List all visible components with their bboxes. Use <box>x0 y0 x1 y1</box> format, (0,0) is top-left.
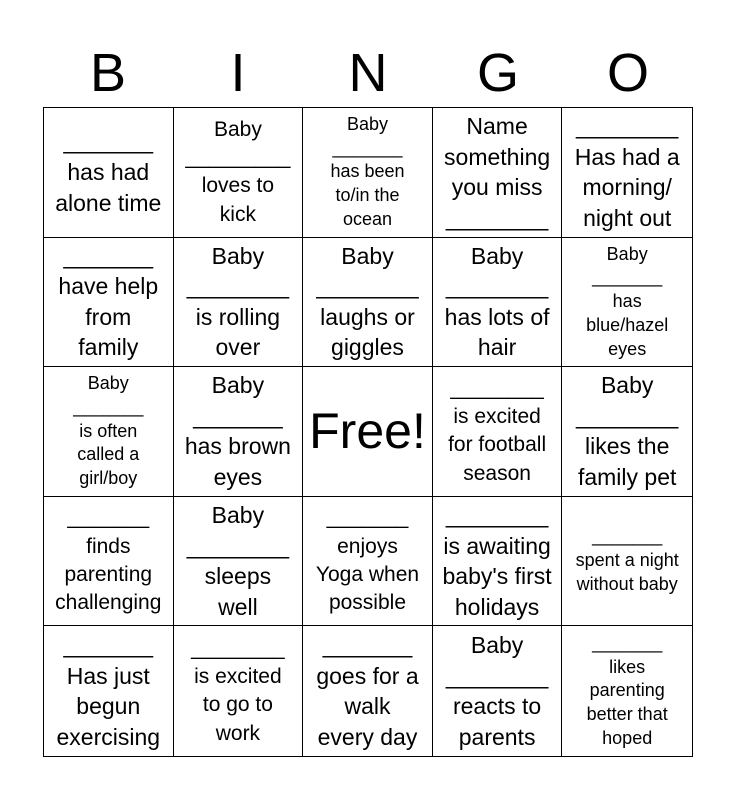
bingo-cell-text: _______ likes parenting better that hoped <box>586 632 668 748</box>
bingo-cell-text: _______ has had alone time <box>55 128 162 216</box>
bingo-cell-text: Free! <box>309 402 426 459</box>
bingo-cell[interactable] <box>303 497 433 627</box>
bingo-cell[interactable] <box>44 626 174 756</box>
header-letter-o: O <box>606 43 649 103</box>
header-letter-n: N <box>348 43 388 103</box>
bingo-cell[interactable] <box>44 238 174 368</box>
bingo-cell[interactable] <box>303 108 433 238</box>
bingo-cell[interactable] <box>303 238 433 368</box>
bingo-cell[interactable] <box>174 238 304 368</box>
bingo-cell-text: ________ is excited to go to work <box>191 636 285 745</box>
bingo-cell[interactable] <box>44 108 174 238</box>
bingo-cell[interactable] <box>174 367 304 497</box>
bingo-cell[interactable] <box>562 626 692 756</box>
bingo-cell[interactable] <box>44 497 174 627</box>
bingo-cell-text: _______ Has just begun exercising <box>56 632 161 750</box>
bingo-cell-text: Baby _______ is often called a girl/boy <box>73 373 144 489</box>
bingo-cell-text: ________ is awaiting baby's first holidays <box>442 501 552 620</box>
bingo-cell[interactable] <box>433 108 563 238</box>
bingo-cell-text: Baby ________ laughs or giggles <box>316 242 419 361</box>
bingo-cell-text: Baby _________ loves to kick <box>185 117 291 226</box>
bingo-cell[interactable] <box>433 626 563 756</box>
bingo-cell[interactable] <box>562 497 692 627</box>
bingo-cell[interactable] <box>433 497 563 627</box>
bingo-board <box>43 107 693 757</box>
bingo-cell-text: _______ enjoys Yoga when possible <box>315 506 420 615</box>
bingo-cell-text: ________ Has had a morning/ night out <box>574 113 680 231</box>
bingo-cell-text: Baby _______ has been to/in the ocean <box>330 113 405 229</box>
bingo-cell-text: Baby _______ has blue/hazel eyes <box>586 243 669 359</box>
bingo-cell-text: Baby ________ likes the family pet <box>576 372 679 491</box>
bingo-cell-text: Baby ________ sleeps well <box>186 501 290 620</box>
bingo-cell[interactable] <box>303 626 433 756</box>
bingo-cell-text: _______ have help from family <box>58 242 159 361</box>
bingo-cell[interactable] <box>562 108 692 238</box>
header-letter-i: I <box>230 43 246 103</box>
bingo-cell-text: ________ is excited for football season <box>448 376 547 485</box>
free-space-cell[interactable] <box>303 367 433 497</box>
bingo-cell[interactable] <box>174 626 304 756</box>
bingo-cell-text: Baby _______ has brown eyes <box>184 372 291 491</box>
header-letter-g: G <box>476 43 519 103</box>
bingo-cell[interactable] <box>433 238 563 368</box>
header-letter-b: B <box>89 43 127 103</box>
bingo-cell[interactable] <box>44 367 174 497</box>
bingo-cell[interactable] <box>174 108 304 238</box>
bingo-cell[interactable] <box>174 497 304 627</box>
bingo-cell-text: _______ spent a night without baby <box>575 526 679 594</box>
bingo-cell[interactable] <box>562 367 692 497</box>
bingo-cell-text: Name something you miss ________ <box>444 113 551 231</box>
bingo-cell-text: Baby ________ is rolling over <box>186 242 290 361</box>
bingo-cell[interactable] <box>433 367 563 497</box>
bingo-cell-text: _______ goes for a walk every day <box>316 632 419 750</box>
bingo-cell[interactable] <box>562 238 692 368</box>
bingo-cell-text: _______ finds parenting challenging <box>55 506 162 615</box>
bingo-header <box>43 38 693 108</box>
bingo-cell-text: Baby ________ reacts to parents <box>445 632 549 750</box>
bingo-cell-text: Baby ________ has lots of hair <box>444 242 550 361</box>
